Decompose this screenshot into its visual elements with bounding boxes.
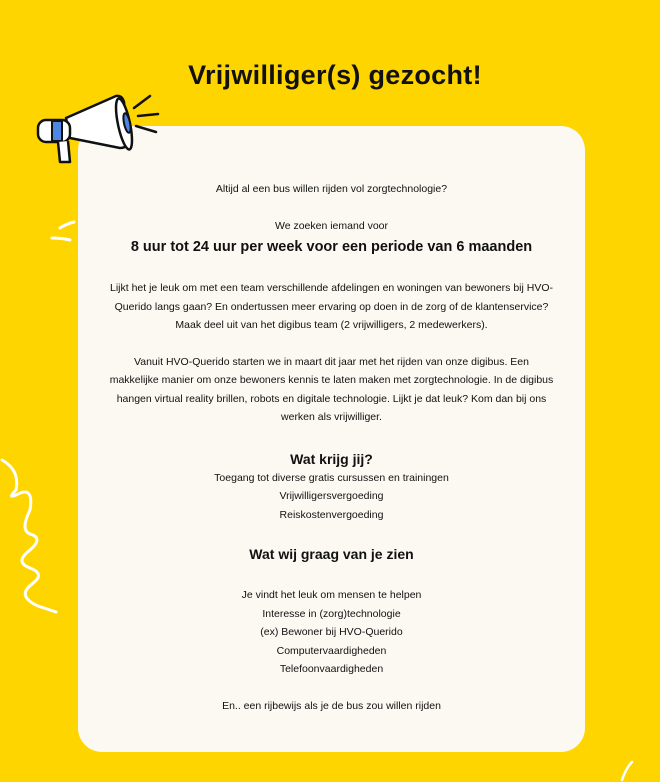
decorative-loops-icon xyxy=(0,450,78,620)
paragraph-line: makkelijke manier om onze bewoners kennis te laten maken met zorgtechnologie. In de digibus xyxy=(109,374,554,386)
decorative-stroke-icon xyxy=(612,760,652,782)
paragraph-line: Lijkt het je leuk om met een team verschillende afdelingen en woningen van bewoners bij HVO- xyxy=(110,282,553,294)
wishes-item: Je vindt het leuk om mensen te helpen xyxy=(241,589,422,601)
paragraph-line: hangen virtual reality brillen, robots en digitale technologie. Lijkt je dat leuk? Kom dan bij ons xyxy=(116,392,547,405)
paragraph-team xyxy=(78,279,585,335)
paragraph-line: Vanuit HVO-Querido starten we in maart dit jaar met het rijden van onze digibus. Een xyxy=(134,355,529,368)
hours-highlight: 8 uur tot 24 uur per week voor een periode van 6 maanden xyxy=(130,239,533,255)
offer-item: Toegang tot diverse gratis cursussen en trainingen xyxy=(214,471,449,484)
page-title: Vrijwilliger(s) gezocht! xyxy=(188,60,482,90)
intro-question: Altijd al een bus willen rijden vol zorgtechnologie? xyxy=(215,183,448,195)
wishes-item: Computervaardigheden xyxy=(276,644,387,657)
offer-item: Reiskostenvergoeding xyxy=(279,508,384,521)
closing-line: En.. een rijbewijs als je de bus zou willen rijden xyxy=(222,699,441,712)
offer-item: Vrijwilligersvergoeding xyxy=(279,490,384,502)
intro-seeking: We zoeken iemand voor xyxy=(274,219,389,232)
paragraph-line: Maak deel uit van het digibus team (2 vrijwilligers, 2 medewerkers). xyxy=(175,319,488,331)
offer-heading: Wat krijg jij? xyxy=(290,450,373,467)
wishes-heading: Wat wij graag van je zien xyxy=(249,546,414,562)
wishes-item: (ex) Bewoner bij HVO-Querido xyxy=(260,626,403,638)
vacancy-text xyxy=(78,126,585,715)
wishes-list xyxy=(78,586,585,679)
wishes-item: Telefoonvaardigheden xyxy=(279,663,384,675)
paragraph-digibus xyxy=(78,353,585,427)
paragraph-line: werken als vrijwilliger. xyxy=(281,411,382,423)
wishes-item: Interesse in (zorg)technologie xyxy=(262,607,401,620)
paragraph-line: Querido langs gaan? En ondertussen meer ervaring op doen in de zorg of de klantenservice? xyxy=(114,300,549,313)
